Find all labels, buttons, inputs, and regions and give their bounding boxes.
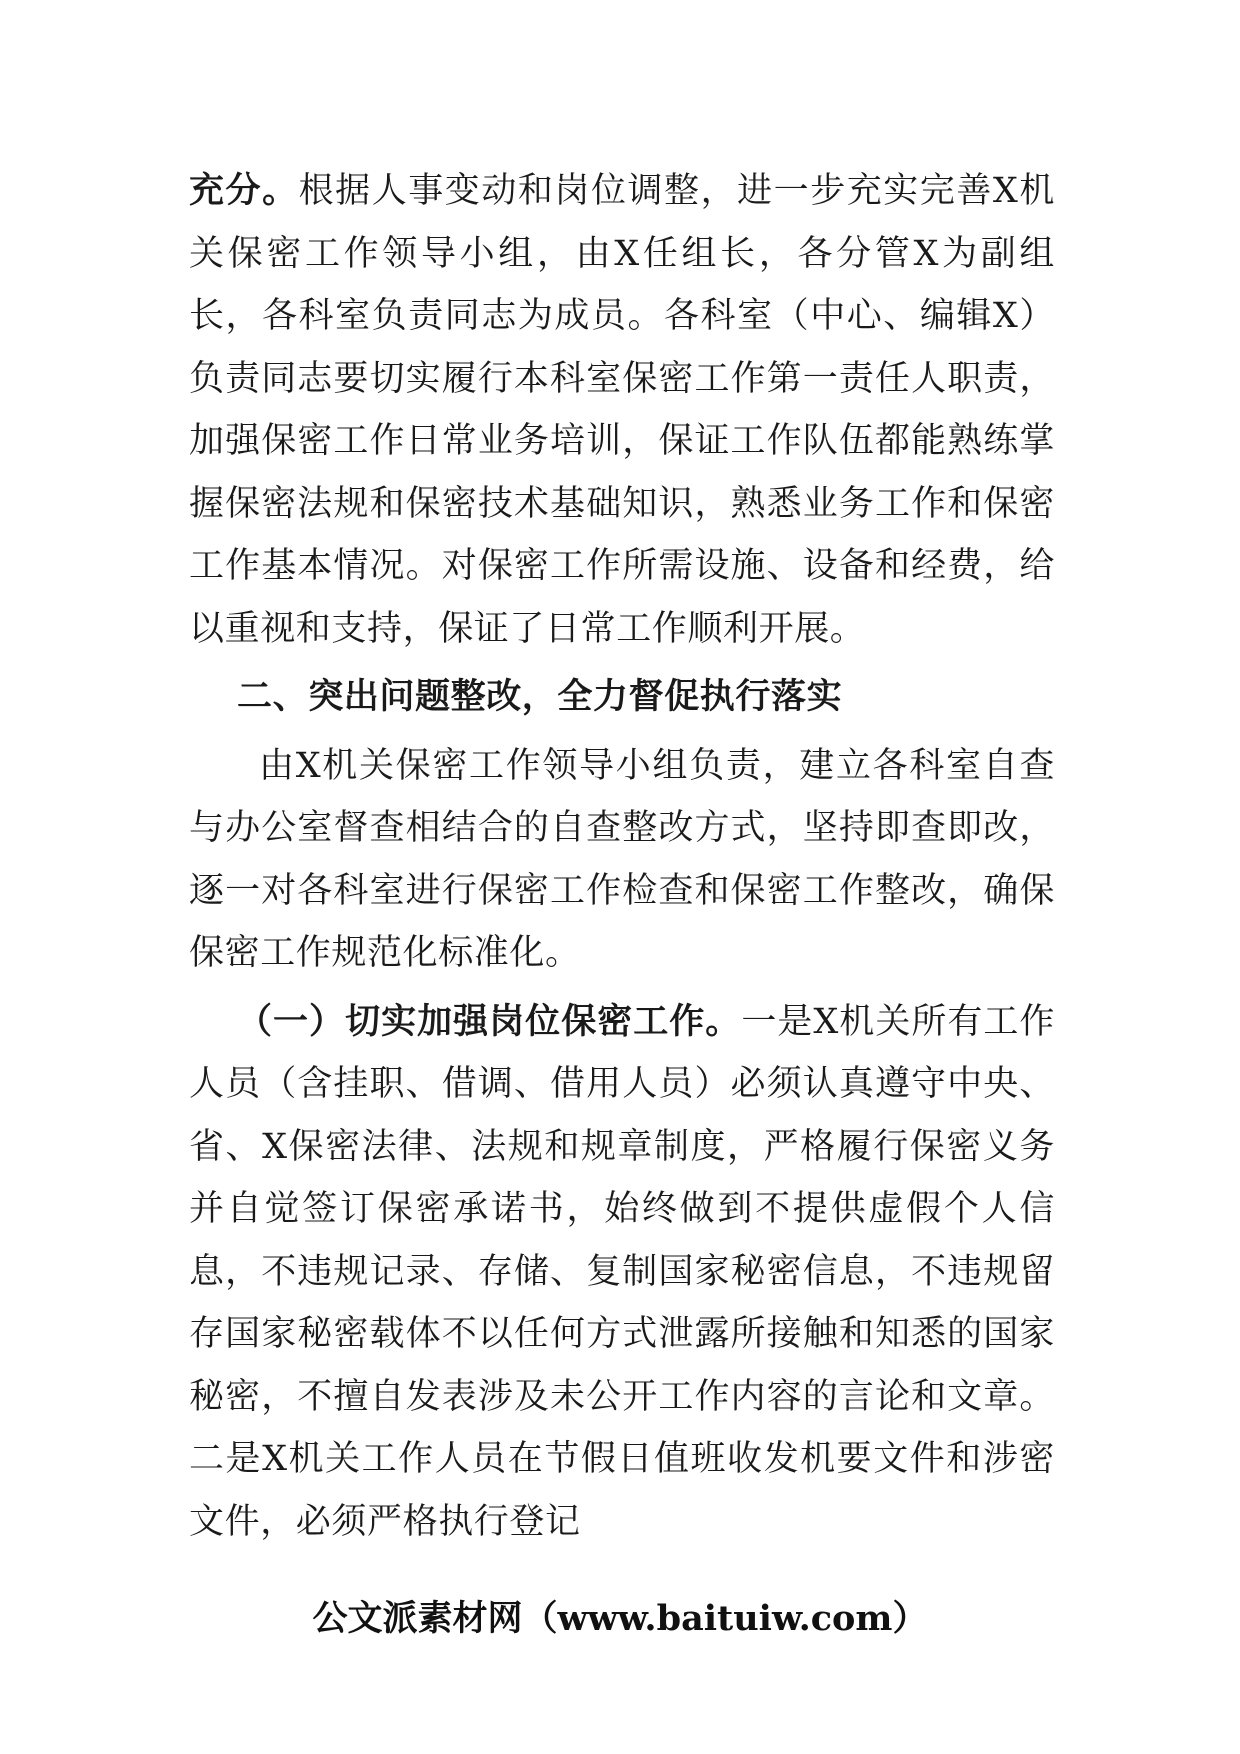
paragraph-section-intro: 由X机关保密工作领导小组负责，建立各科室自查与办公室督查相结合的自查整改方式，坚持即查即改，逐一对各科室进行保密工作检查和保密工作整改，确保保密工作规范化标准化。	[189, 745, 1055, 973]
paragraph-continuation	[189, 160, 1055, 660]
paragraph-text: 一是X机关所有工作人员（含挂职、借调、借用人员）必须认真遵守中央、省、X保密法律、法规和规章制度，严格履行保密义务并自觉签订保密承诺书，始终做到不提供虚假个人信息，不违规记录、存储、复制国家秘密信息，不违规留存国家秘密载体不以任何方式泄露所接触和知悉的国家秘密，不擅自发表涉及未公开工作内容的言论和文章。二是X机关工作人员在节假日值班收发机要文件和涉密文件，必须严格执行登记	[189, 1001, 1055, 1542]
document-body	[189, 160, 1055, 1553]
subsection-heading-bold: （一）切实加强岗位保密工作。	[237, 1000, 742, 1042]
footer-watermark: 公文派素材网（www.baituiw.com）	[312, 1598, 928, 1639]
paragraph-text: 根据人事变动和岗位调整，进一步充实完善X机关保密工作领导小组，由X任组长，各分管X为副组长，各科室负责同志为成员。各科室（中心、编辑X）负责同志要切实履行本科室保密工作第一责任人职责，加强保密工作日常业务培训，保证工作队伍都能熟练掌握保密法规和保密技术基础知识，熟悉业务工作和保密工作基本情况。对保密工作所需设施、设备和经费，给以重视和支持，保证了日常工作顺利开展。	[189, 171, 1055, 649]
paragraph-subsection	[189, 991, 1055, 1554]
section-heading: 二、突出问题整改，全力督促执行落实	[237, 676, 843, 717]
paragraph-lead-bold: 充分。	[189, 170, 299, 211]
